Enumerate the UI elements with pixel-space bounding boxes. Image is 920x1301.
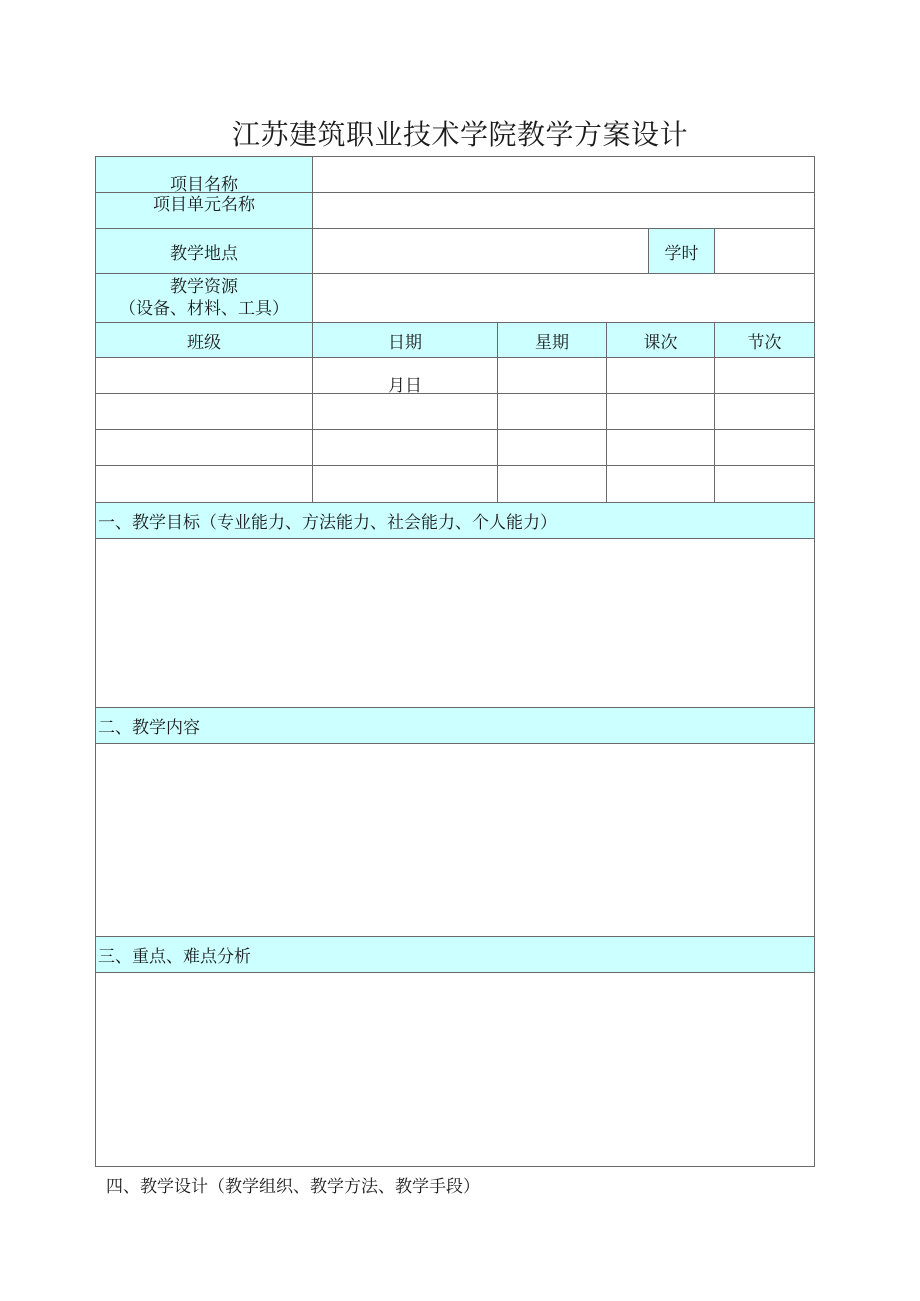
header-period: 节次 (715, 323, 815, 358)
weekday-cell[interactable] (498, 394, 607, 430)
schedule-row (96, 430, 815, 466)
weekday-cell[interactable] (498, 430, 607, 466)
header-class: 班级 (96, 323, 313, 358)
schedule-row (96, 466, 815, 503)
content-heading: 二、教学内容 (96, 708, 815, 744)
objectives-heading: 一、教学目标（专业能力、方法能力、社会能力、个人能力） (96, 503, 815, 539)
content-field[interactable] (96, 744, 815, 937)
date-cell[interactable] (313, 466, 498, 503)
location-label: 教学地点 (96, 229, 313, 274)
class-cell[interactable] (96, 358, 313, 394)
header-weekday: 星期 (498, 323, 607, 358)
weekday-cell[interactable] (498, 466, 607, 503)
project-name-field[interactable] (313, 157, 815, 193)
header-lesson-number: 课次 (607, 323, 715, 358)
resources-label: 教学资源 （设备、材料、工具） (96, 274, 313, 323)
lesson-plan-form (95, 156, 815, 1167)
period-cell[interactable] (715, 466, 815, 503)
schedule-row (96, 358, 815, 394)
period-cell[interactable] (715, 394, 815, 430)
class-cell[interactable] (96, 430, 313, 466)
hours-field[interactable] (715, 229, 815, 274)
lesson-number-cell[interactable] (607, 430, 715, 466)
header-date: 日期 (313, 323, 498, 358)
unit-name-field[interactable] (313, 193, 815, 229)
period-cell[interactable] (715, 430, 815, 466)
period-cell[interactable] (715, 358, 815, 394)
class-cell[interactable] (96, 466, 313, 503)
objectives-field[interactable] (96, 539, 815, 708)
weekday-cell[interactable] (498, 358, 607, 394)
key-points-heading: 三、重点、难点分析 (96, 937, 815, 973)
unit-name-label: 项目单元名称 (96, 193, 313, 229)
lesson-number-cell[interactable] (607, 358, 715, 394)
date-cell[interactable] (313, 394, 498, 430)
page-title: 江苏建筑职业技术学院教学方案设计 (231, 118, 688, 151)
lesson-number-cell[interactable] (607, 394, 715, 430)
key-points-field[interactable] (96, 973, 815, 1167)
hours-label: 学时 (649, 229, 715, 274)
resources-field[interactable] (313, 274, 815, 323)
date-cell[interactable]: 月日 (313, 358, 498, 394)
class-cell[interactable] (96, 394, 313, 430)
lesson-number-cell[interactable] (607, 466, 715, 503)
location-field[interactable] (313, 229, 649, 274)
date-cell[interactable] (313, 430, 498, 466)
project-name-label: 项目名称 (96, 157, 313, 193)
schedule-row (96, 394, 815, 430)
design-heading: 四、教学设计（教学组织、教学方法、教学手段） (106, 1177, 480, 1197)
